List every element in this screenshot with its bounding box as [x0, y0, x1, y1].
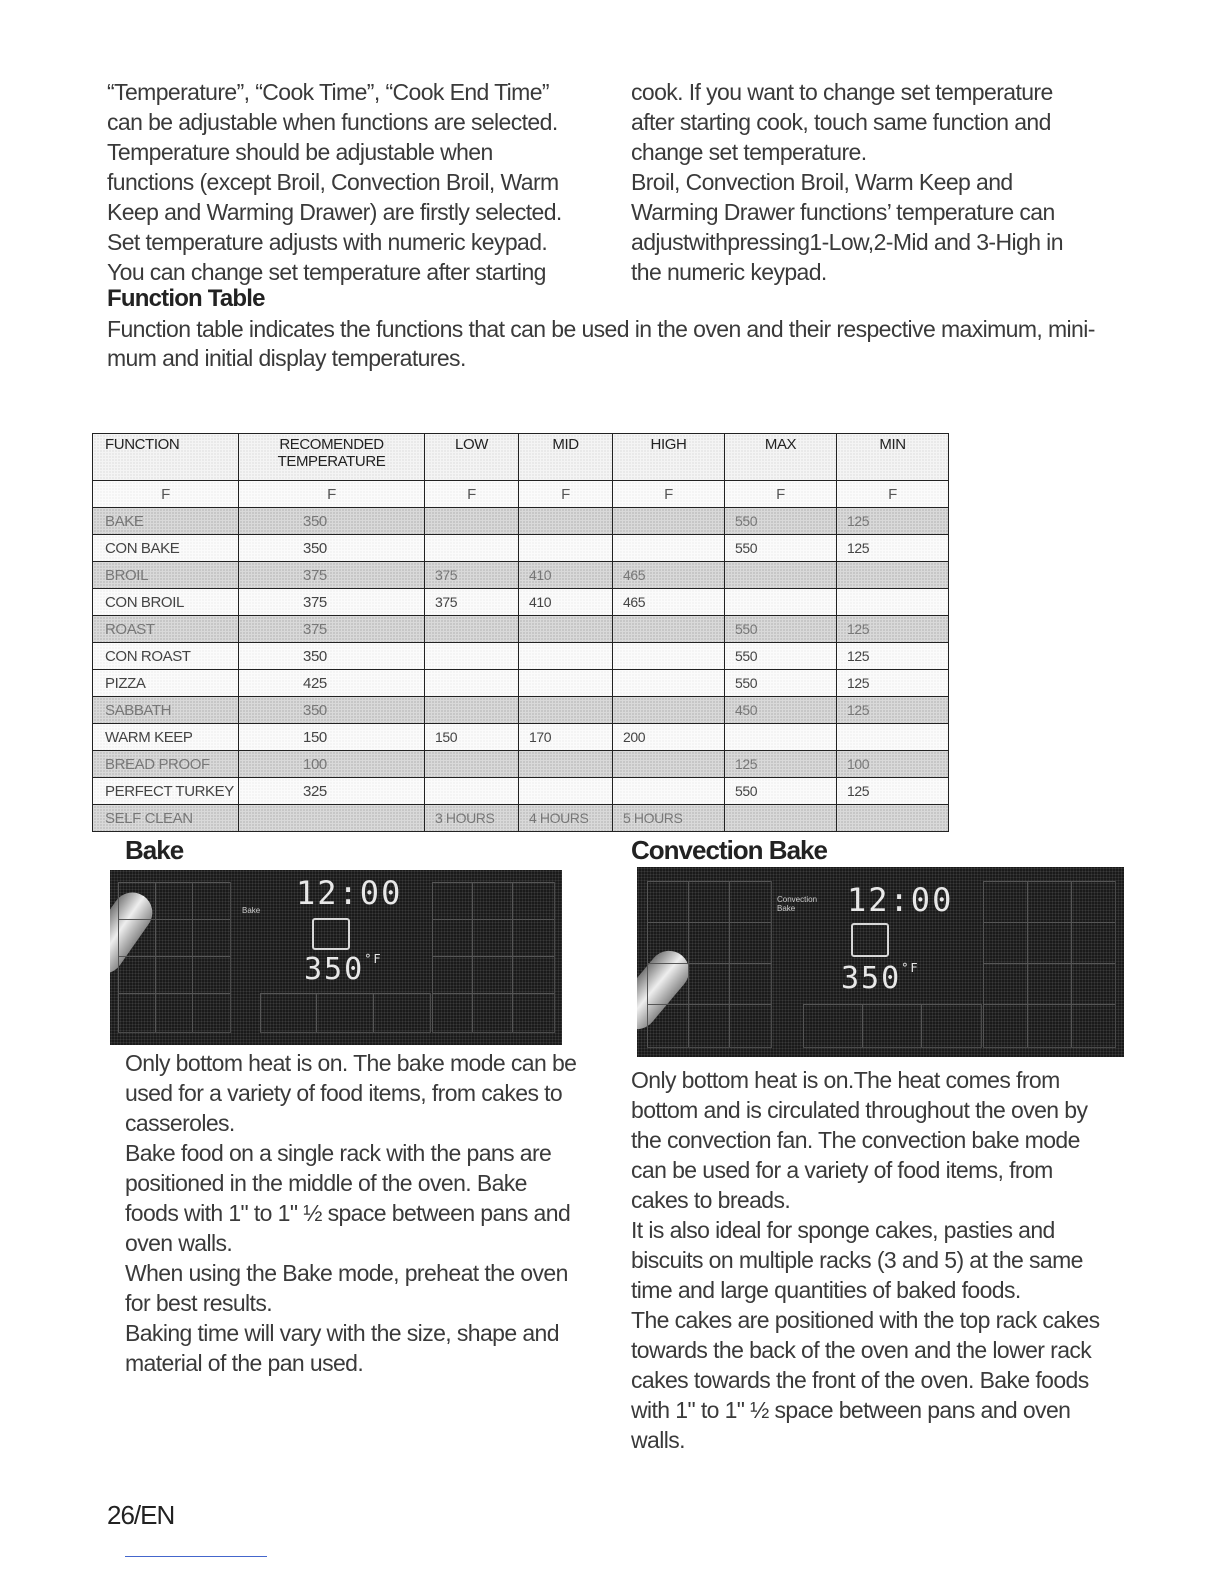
table-row: [93, 751, 949, 778]
table-cell: [519, 697, 613, 724]
convection-fan-icon: [851, 923, 889, 957]
table-cell: [519, 643, 613, 670]
panel-clock-display: 12:00: [296, 874, 403, 912]
table-cell: [425, 616, 519, 643]
panel-temp-display: [841, 961, 920, 996]
panel-key: [647, 881, 689, 923]
panel-key: [192, 956, 230, 994]
function-name-cell: BREAD PROOF: [93, 751, 239, 778]
table-cell: [239, 805, 425, 832]
unit-cell: F: [837, 481, 949, 508]
table-cell: [519, 670, 613, 697]
table-header-row: [93, 434, 949, 481]
panel-key: [1071, 922, 1115, 964]
table-cell: 550: [725, 535, 837, 562]
panel-number-keys: [432, 882, 555, 1033]
panel-key: [1027, 881, 1072, 923]
panel-key: [118, 956, 156, 994]
table-cell: [425, 697, 519, 724]
table-cell: 325: [239, 778, 425, 805]
function-name-cell: PIZZA: [93, 670, 239, 697]
header-low: LOW: [425, 434, 519, 481]
table-cell: 450: [725, 697, 837, 724]
panel-key: [688, 881, 730, 923]
table-cell: 100: [239, 751, 425, 778]
table-cell: [725, 589, 837, 616]
intro-line: You can change set temperature after starting: [107, 259, 546, 285]
table-cell: 3 HOURS: [425, 805, 519, 832]
unit-cell: F: [425, 481, 519, 508]
panel-key: [1027, 922, 1072, 964]
panel-key: [647, 922, 689, 964]
table-cell: [837, 724, 949, 751]
table-row: [93, 643, 949, 670]
panel-key: [688, 1004, 730, 1047]
panel-key: [1071, 963, 1115, 1005]
table-row: [93, 616, 949, 643]
intro-line: Warming Drawer functions’ temperature can: [631, 199, 1055, 225]
table-cell: [425, 508, 519, 535]
panel-key: [729, 922, 771, 964]
panel-key: [316, 993, 374, 1032]
panel-key: [512, 993, 554, 1032]
intro-left-column: [107, 77, 587, 287]
function-name-cell: SELF CLEAN: [93, 805, 239, 832]
table-cell: [425, 778, 519, 805]
table-cell: [425, 643, 519, 670]
panel-clock-display: 12:00: [847, 881, 954, 919]
table-cell: 125: [837, 643, 949, 670]
table-cell: 350: [239, 697, 425, 724]
table-cell: [613, 535, 725, 562]
table-cell: 4 HOURS: [519, 805, 613, 832]
intro-line: the numeric keypad.: [631, 259, 827, 285]
table-cell: 375: [239, 589, 425, 616]
table-cell: 170: [519, 724, 613, 751]
panel-key: [729, 1004, 771, 1047]
function-name-cell: CON BROIL: [93, 589, 239, 616]
panel-key: [512, 882, 554, 920]
panel-key: [647, 963, 689, 1005]
table-cell: 375: [425, 589, 519, 616]
function-name-cell: SABBATH: [93, 697, 239, 724]
bake-paragraph: Only bottom heat is on. The bake mode can be used for a variety of food items, from cakes to casseroles.: [125, 1050, 577, 1136]
table-cell: 5 HOURS: [613, 805, 725, 832]
panel-key: [118, 993, 156, 1032]
temp-unit: °F: [364, 952, 383, 966]
table-cell: [613, 778, 725, 805]
panel-number-keys: [983, 881, 1116, 1048]
table-cell: 465: [613, 589, 725, 616]
footer-divider: [125, 1556, 267, 1557]
function-table: [92, 433, 949, 832]
panel-key: [983, 922, 1028, 964]
panel-key: [1027, 963, 1072, 1005]
table-cell: 550: [725, 670, 837, 697]
intro-line: Temperature should be adjustable when: [107, 139, 493, 165]
panel-key: [688, 922, 730, 964]
intro-line: “Temperature”, “Cook Time”, “Cook End Time”: [107, 79, 549, 105]
convection-paragraph: Only bottom heat is on.The heat comes from bottom and is circulated throughout the oven by the convection fan. The convection bake mode can be used for a variety of food items, from cakes to breads.: [631, 1067, 1088, 1213]
header-max: MAX: [725, 434, 837, 481]
panel-key: [472, 993, 513, 1032]
table-cell: 125: [725, 751, 837, 778]
header-high: HIGH: [613, 434, 725, 481]
table-cell: [613, 751, 725, 778]
intro-line: adjustwithpressing1-Low,2-Mid and 3-High in: [631, 229, 1063, 255]
panel-key: [729, 881, 771, 923]
temp-unit: °F: [901, 961, 920, 975]
function-name-cell: BAKE: [93, 508, 239, 535]
table-cell: [519, 535, 613, 562]
panel-key: [1071, 1004, 1115, 1047]
panel-key: [983, 963, 1028, 1005]
intro-line: cook. If you want to change set temperature: [631, 79, 1053, 105]
table-cell: 125: [837, 616, 949, 643]
table-cell: [837, 562, 949, 589]
unit-cell: F: [519, 481, 613, 508]
bake-description: [125, 1048, 585, 1378]
table-cell: [425, 535, 519, 562]
table-cell: 375: [239, 562, 425, 589]
table-cell: 410: [519, 562, 613, 589]
intro-line: Set temperature adjusts with numeric keypad.: [107, 229, 548, 255]
table-cell: [837, 589, 949, 616]
page-number: 26/EN: [107, 1500, 175, 1530]
function-name-cell: PERFECT TURKEY: [93, 778, 239, 805]
table-cell: [725, 562, 837, 589]
panel-bottom-keys: [803, 1004, 982, 1048]
panel-key: [1027, 1004, 1072, 1047]
header-function: FUNCTION: [93, 434, 239, 481]
table-cell: [613, 616, 725, 643]
panel-key: [688, 963, 730, 1005]
bake-title: Bake: [125, 835, 184, 865]
unit-cell: F: [613, 481, 725, 508]
table-row: [93, 562, 949, 589]
intro-line: can be adjustable when functions are selected.: [107, 109, 558, 135]
table-cell: 550: [725, 508, 837, 535]
table-cell: 550: [725, 778, 837, 805]
function-name-cell: BROIL: [93, 562, 239, 589]
table-cell: 200: [613, 724, 725, 751]
table-cell: 150: [425, 724, 519, 751]
panel-key: [472, 919, 513, 957]
table-cell: [425, 670, 519, 697]
convection-paragraph: The cakes are positioned with the top rack cakes towards the back of the oven and the lower rack cakes towards the front of the oven. Bake foods with 1" to 1" ½ space between pans and oven walls.: [631, 1307, 1100, 1453]
convection-bake-title: Convection Bake: [631, 835, 827, 865]
function-name-cell: WARM KEEP: [93, 724, 239, 751]
table-row: [93, 805, 949, 832]
convection-bake-control-panel-image: [637, 867, 1124, 1057]
panel-key: [512, 919, 554, 957]
panel-key: [472, 956, 513, 994]
panel-key: [155, 919, 193, 957]
convection-bake-description: [631, 1065, 1101, 1455]
panel-key: [432, 919, 473, 957]
panel-left-keys: [118, 882, 231, 1033]
panel-key: [192, 919, 230, 957]
table-cell: 425: [239, 670, 425, 697]
units-row: [93, 481, 949, 508]
table-cell: [837, 805, 949, 832]
table-cell: 125: [837, 535, 949, 562]
table-cell: 125: [837, 670, 949, 697]
table-cell: [519, 616, 613, 643]
table-cell: 350: [239, 643, 425, 670]
panel-key: [118, 919, 156, 957]
table-cell: [613, 697, 725, 724]
panel-key: [373, 993, 430, 1032]
panel-key: [729, 963, 771, 1005]
panel-key: [432, 993, 473, 1032]
intro-line: functions (except Broil, Convection Broil, Warm: [107, 169, 559, 195]
table-cell: [519, 508, 613, 535]
function-name-cell: CON ROAST: [93, 643, 239, 670]
table-row: [93, 535, 949, 562]
table-cell: 350: [239, 535, 425, 562]
table-cell: 100: [837, 751, 949, 778]
intro-right-column: [631, 77, 1111, 287]
panel-key: [192, 993, 230, 1032]
table-cell: [613, 643, 725, 670]
table-cell: 125: [837, 508, 949, 535]
panel-key: [432, 882, 473, 920]
table-row: [93, 697, 949, 724]
panel-key: [260, 993, 317, 1032]
bake-paragraph: Baking time will vary with the size, shape and material of the pan used.: [125, 1320, 559, 1376]
table-cell: 375: [239, 616, 425, 643]
panel-temp-display: [304, 952, 383, 987]
bake-paragraph: Bake food on a single rack with the pans are positioned in the middle of the oven. Bake foods with 1" to 1" ½ space between pans and oven walls.: [125, 1140, 571, 1256]
panel-key: [472, 882, 513, 920]
table-cell: [613, 508, 725, 535]
panel-key: [1071, 881, 1115, 923]
table-cell: 550: [725, 643, 837, 670]
bake-paragraph: When using the Bake mode, preheat the oven for best results.: [125, 1260, 568, 1316]
panel-key: [983, 1004, 1028, 1047]
panel-left-keys: [647, 881, 772, 1048]
table-row: [93, 670, 949, 697]
table-row: [93, 724, 949, 751]
header-min: MIN: [837, 434, 949, 481]
unit-cell: F: [239, 481, 425, 508]
panel-key: [803, 1004, 863, 1047]
table-cell: 465: [613, 562, 725, 589]
bake-control-panel-image: [110, 870, 562, 1045]
table-cell: 550: [725, 616, 837, 643]
table-cell: 375: [425, 562, 519, 589]
intro-line: change set temperature.: [631, 139, 867, 165]
table-cell: 410: [519, 589, 613, 616]
table-cell: 125: [837, 697, 949, 724]
header-recommended: RECOMENDED TEMPERATURE: [239, 434, 425, 481]
bottom-heat-icon: [312, 918, 350, 950]
intro-line: Keep and Warming Drawer) are firstly selected.: [107, 199, 562, 225]
function-table-heading: Function Table: [107, 285, 265, 312]
panel-key: [155, 956, 193, 994]
table-cell: [519, 778, 613, 805]
unit-cell: F: [93, 481, 239, 508]
function-table-description: Function table indicates the functions that can be used in the oven and their respective maximum, mini-mum and initial display temperatures.: [107, 316, 1095, 371]
temp-value: 350: [841, 961, 902, 996]
table-cell: 350: [239, 508, 425, 535]
table-row: [93, 778, 949, 805]
panel-mode-label: Convection Bake: [777, 895, 818, 913]
unit-cell: F: [725, 481, 837, 508]
panel-key: [192, 882, 230, 920]
panel-key: [432, 956, 473, 994]
table-cell: [725, 724, 837, 751]
table-row: [93, 589, 949, 616]
intro-line: Broil, Convection Broil, Warm Keep and: [631, 169, 1013, 195]
table-cell: [613, 670, 725, 697]
panel-key: [118, 882, 156, 920]
panel-key: [512, 956, 554, 994]
panel-key: [921, 1004, 981, 1047]
table-cell: [519, 751, 613, 778]
table-row: [93, 508, 949, 535]
intro-line: after starting cook, touch same function and: [631, 109, 1051, 135]
table-cell: 150: [239, 724, 425, 751]
panel-key: [647, 1004, 689, 1047]
function-name-cell: CON BAKE: [93, 535, 239, 562]
panel-key: [155, 882, 193, 920]
panel-mode-label: Bake: [242, 906, 261, 915]
header-mid: MID: [519, 434, 613, 481]
table-cell: 125: [837, 778, 949, 805]
panel-key: [155, 993, 193, 1032]
table-cell: [425, 751, 519, 778]
panel-key: [983, 881, 1028, 923]
function-name-cell: ROAST: [93, 616, 239, 643]
convection-paragraph: It is also ideal for sponge cakes, pasties and biscuits on multiple racks (3 and 5) at the same time and large quantities of baked foods.: [631, 1217, 1083, 1303]
panel-key: [862, 1004, 922, 1047]
temp-value: 350: [304, 952, 365, 987]
table-cell: [725, 805, 837, 832]
panel-bottom-keys: [260, 993, 431, 1033]
